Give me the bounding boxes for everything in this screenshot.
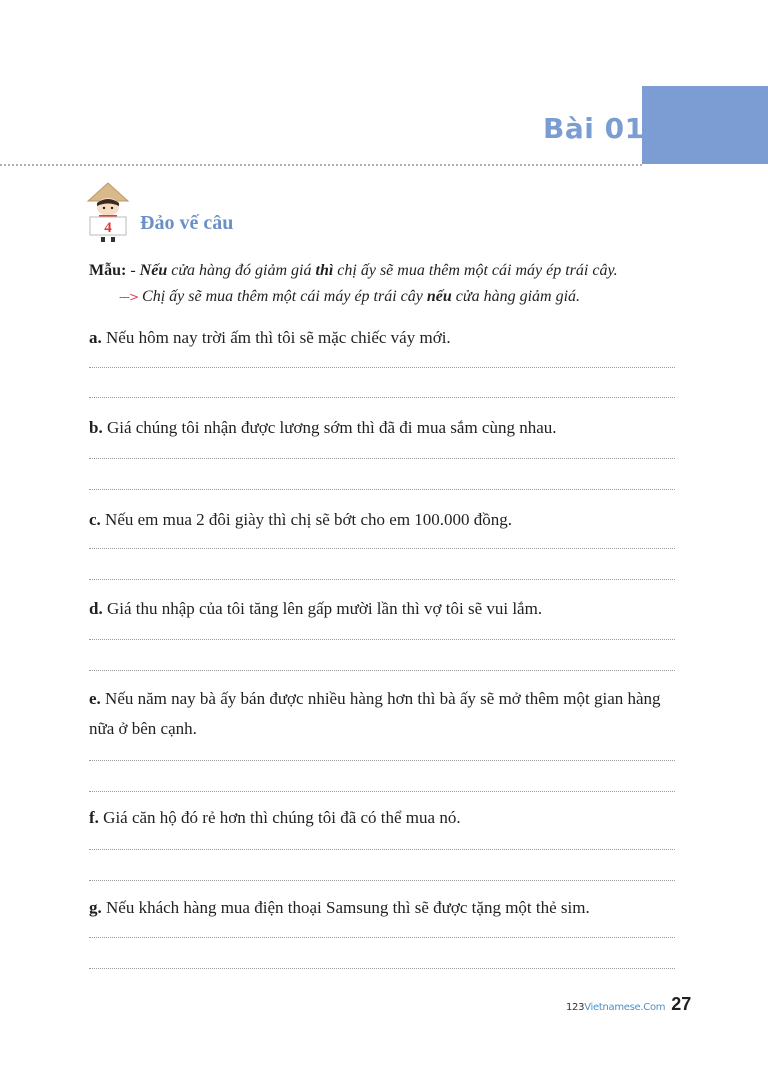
sample-label: Mẫu: bbox=[89, 262, 127, 279]
exercise-e bbox=[89, 684, 679, 744]
answer-line[interactable] bbox=[89, 760, 675, 761]
keyword-thi: thì bbox=[315, 262, 334, 279]
exercise-text: Giá căn hộ đó rẻ hơn thì chúng tôi đã có thể mua nó. bbox=[98, 808, 461, 827]
exercise-text: Nếu hôm nay trời ấm thì tôi sẽ mặc chiếc váy mới. bbox=[101, 328, 451, 347]
answer-line[interactable] bbox=[89, 670, 675, 671]
brand-name: Vietnamese.Com bbox=[584, 1002, 666, 1013]
answer-line[interactable] bbox=[89, 458, 675, 459]
exercise-text: Nếu em mua 2 đôi giày thì chị sẽ bớt cho em 100.000 đồng. bbox=[100, 510, 513, 529]
exercise-text: Giá chúng tôi nhận được lương sớm thì đã đi mua sắm cùng nhau. bbox=[102, 418, 557, 437]
exercise-d bbox=[89, 594, 679, 624]
mascot-conical-hat-icon bbox=[84, 181, 132, 245]
sample-line-1 bbox=[89, 258, 618, 284]
exercise-text: Nếu khách hàng mua điện thoại Samsung thì sẽ được tặng một thẻ sim. bbox=[101, 898, 590, 917]
answer-line[interactable] bbox=[89, 489, 675, 490]
section-title: Đảo vế câu bbox=[140, 212, 234, 234]
exercise-letter: g. bbox=[89, 898, 102, 917]
page-footer bbox=[566, 994, 691, 1015]
exercise-g bbox=[89, 893, 679, 923]
keyword-neu: nếu bbox=[426, 288, 452, 305]
keyword-neu: Nếu bbox=[139, 262, 168, 279]
sample-text: Chị ấy sẽ mua thêm một cái máy ép trái cây bbox=[138, 288, 427, 305]
lesson-title: Bài 01 bbox=[543, 112, 645, 145]
page-number: 27 bbox=[671, 994, 692, 1014]
exercise-letter: e. bbox=[89, 689, 101, 708]
sample-block bbox=[89, 258, 618, 310]
exercise-c bbox=[89, 505, 679, 535]
sample-text: cửa hàng giảm giá. bbox=[451, 288, 581, 305]
answer-line[interactable] bbox=[89, 367, 675, 368]
exercise-b bbox=[89, 413, 679, 443]
answer-line[interactable] bbox=[89, 639, 675, 640]
answer-line[interactable] bbox=[89, 968, 675, 969]
brand-prefix: 123 bbox=[566, 1002, 585, 1013]
header-dotted-divider bbox=[0, 164, 642, 166]
answer-line[interactable] bbox=[89, 579, 675, 580]
answer-line[interactable] bbox=[89, 791, 675, 792]
answer-line[interactable] bbox=[89, 548, 675, 549]
svg-text:4: 4 bbox=[104, 220, 112, 236]
brand-logo bbox=[566, 1002, 665, 1013]
answer-line[interactable] bbox=[89, 849, 675, 850]
exercise-text: Giá thu nhập của tôi tăng lên gấp mười lần thì vợ tôi sẽ vui lắm. bbox=[102, 599, 543, 618]
exercise-letter: d. bbox=[89, 599, 103, 618]
exercise-f bbox=[89, 803, 679, 833]
sample-text: cửa hàng đó giảm giá bbox=[167, 262, 316, 279]
sample-dash: - bbox=[126, 262, 140, 279]
exercise-letter: f. bbox=[89, 808, 99, 827]
exercise-text: Nếu năm nay bà ấy bán được nhiều hàng hơn thì bà ấy sẽ mở thêm một gian hàng nữa ở bên cạnh. bbox=[89, 689, 661, 738]
exercise-letter: a. bbox=[89, 328, 102, 347]
sample-line-2 bbox=[89, 284, 618, 310]
exercise-a bbox=[89, 323, 679, 353]
sample-text: chị ấy sẽ mua thêm một cái máy ép trái cây. bbox=[333, 262, 618, 279]
lesson-header-box bbox=[642, 86, 768, 164]
answer-line[interactable] bbox=[89, 880, 675, 881]
answer-line[interactable] bbox=[89, 937, 675, 938]
exercise-letter: b. bbox=[89, 418, 103, 437]
exercise-letter: c. bbox=[89, 510, 101, 529]
arrow-icon: ---> bbox=[119, 290, 139, 304]
answer-line[interactable] bbox=[89, 397, 675, 398]
